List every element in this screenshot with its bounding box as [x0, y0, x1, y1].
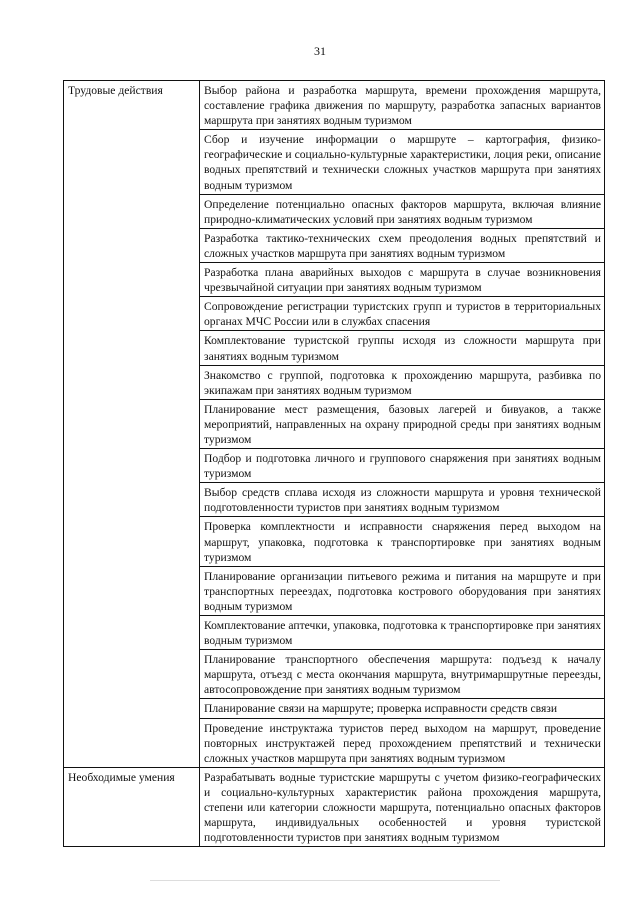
labor-action-item: Планирование транспортного обеспечения маршрута: подъезд к началу маршрута, отъезд с места окончания маршрута, внутримаршрутные переезды, автосопровождение при занятиях водным туризмом	[200, 650, 605, 699]
table-row	[64, 81, 605, 130]
labor-action-item: Выбор района и разработка маршрута, времени прохождения маршрута, составление графика движения по маршруту, разработка запасных вариантов маршрута при занятиях водным туризмом	[200, 81, 605, 130]
labor-action-item: Проверка комплектности и исправности снаряжения перед выходом на маршрут, упаковка, подготовка к транспортировке при занятиях водным туризмом	[200, 517, 605, 566]
scan-divider	[150, 880, 500, 881]
labor-action-item: Знакомство с группой, подготовка к прохождению маршрута, разбивка по экипажам при занятиях водным туризмом	[200, 365, 605, 399]
required-skill-item: Разрабатывать водные туристские маршруты с учетом физико-географических и социально-культурных характеристик района прохождения маршрута, степени или категории сложности маршрута, потенциально опасных факторов маршрута, индивидуальных особенностей и уровня туристской подготовленности туристов при занятиях водным туризмом	[200, 767, 605, 846]
labor-action-item: Определение потенциально опасных факторов маршрута, включая влияние природно-климатических условий при занятиях водным туризмом	[200, 194, 605, 228]
labor-action-item: Подбор и подготовка личного и группового снаряжения при занятиях водным туризмом	[200, 449, 605, 483]
labor-action-item: Сопровождение регистрации туристских групп и туристов в территориальных органах МЧС России или в службах спасения	[200, 297, 605, 331]
section-label-required-skills: Необходимые умения	[64, 767, 200, 846]
competency-table	[63, 80, 605, 847]
labor-action-item: Сбор и изучение информации о маршруте – картография, физико-географические и социально-культурные характеристики, лоция реки, описание водных препятствий и технически сложных участков маршрута при занятиях водным туризмом	[200, 130, 605, 194]
labor-action-item: Планирование организации питьевого режима и питания на маршруте и при транспортных переездах, подготовка кострового оборудования при занятиях водным туризмом	[200, 566, 605, 615]
labor-action-item: Выбор средств сплава исходя из сложности маршрута и уровня технической подготовленности туристов при занятиях водным туризмом	[200, 483, 605, 517]
labor-action-item: Проведение инструктажа туристов перед выходом на маршрут, проведение повторных инструктажей перед прохождением препятствий и технически сложных участков маршрута при занятиях водным туризмом	[200, 718, 605, 767]
section-label-labor-actions: Трудовые действия	[64, 81, 200, 768]
page-number: 31	[314, 44, 326, 58]
labor-action-item: Разработка плана аварийных выходов с маршрута в случае возникновения чрезвычайной ситуации при занятиях водным туризмом	[200, 263, 605, 297]
labor-action-item: Комплектование аптечки, упаковка, подготовка к транспортировке при занятиях водным туризмом	[200, 616, 605, 650]
labor-action-item: Планирование связи на маршруте; проверка исправности средств связи	[200, 699, 605, 718]
labor-action-item: Разработка тактико-технических схем преодоления водных препятствий и сложных участков маршрута при занятиях водным туризмом	[200, 228, 605, 262]
labor-action-item: Планирование мест размещения, базовых лагерей и бивуаков, а также мероприятий, направленных на охрану природной среды при занятиях водным туризмом	[200, 399, 605, 448]
labor-action-item: Комплектование туристской группы исходя из сложности маршрута при занятиях водным туризмом	[200, 331, 605, 365]
table-row	[64, 767, 605, 846]
